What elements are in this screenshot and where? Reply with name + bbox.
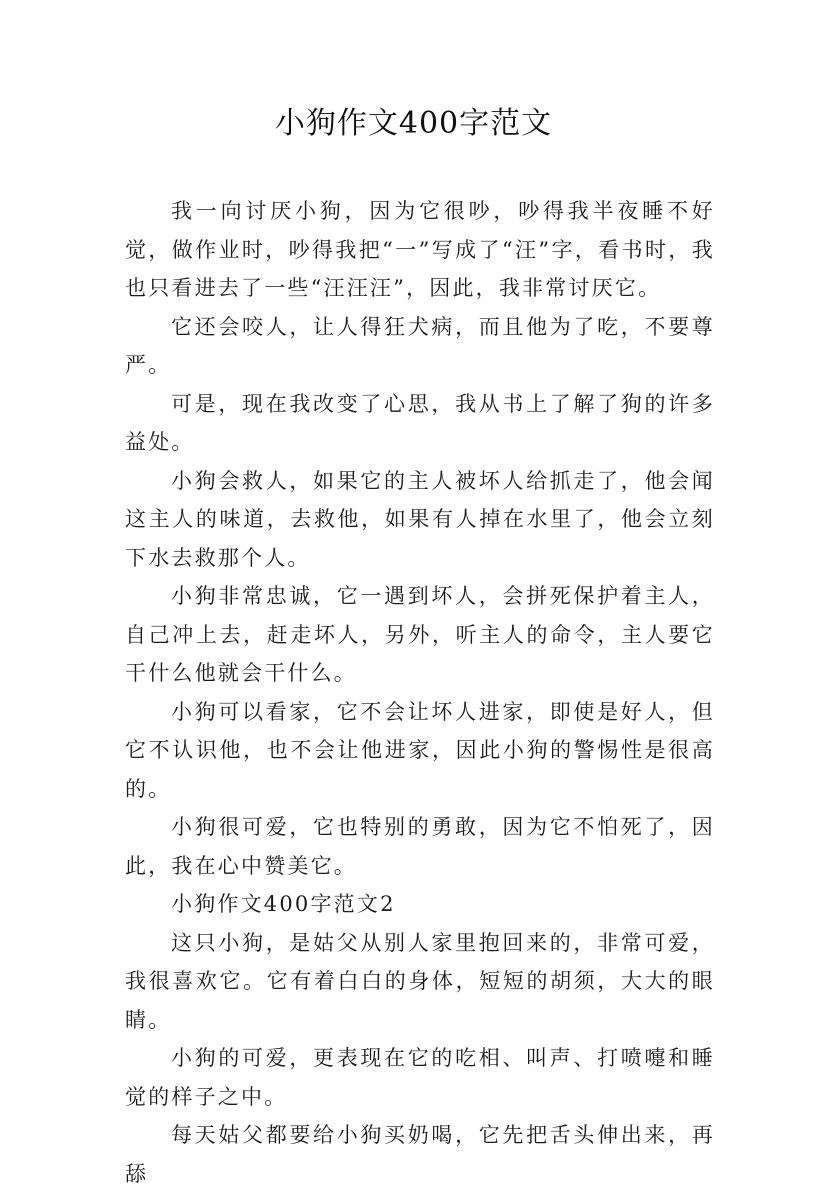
paragraph: 小狗很可爱，它也特别的勇敢，因为它不怕死了，因此，我在心中赞美它。 [125,815,715,878]
paragraph: 小狗的可爱，更表现在它的吃相、叫声、打喷嚏和睡觉的样子之中。 [125,1046,715,1109]
section-heading: 小狗作文400字范文2 [171,892,396,916]
document-title: 小狗作文400字范文 [274,106,553,141]
paragraph: 小狗可以看家，它不会让坏人进家，即使是好人，但它不认识他，也不会让他进家，因此小狗的警惕性是很高的。 [125,699,715,801]
document-body [125,192,715,1193]
paragraph: 可是，现在我改变了心思，我从书上了解了狗的许多益处。 [125,391,715,454]
paragraph: 它还会咬人，让人得狂犬病，而且他为了吃，不要尊严。 [125,314,715,377]
paragraph: 我一向讨厌小狗，因为它很吵，吵得我半夜睡不好觉，做作业时，吵得我把“一”写成了“汪”字，看书时，我也只看进去了一些“汪汪汪”，因此，我非常讨厌它。 [125,199,715,300]
paragraph: 这只小狗，是姑父从别人家里抱回来的，非常可爱，我很喜欢它。它有着白白的身体，短短的胡须，大大的眼睛。 [125,930,715,1032]
paragraph: 小狗非常忠诚，它一遇到坏人，会拼死保护着主人，自己冲上去，赶走坏人，另外，听主人的命令，主人要它干什么他就会干什么。 [125,584,715,685]
paragraph: 每天姑父都要给小狗买奶喝，它先把舌头伸出来，再舔 [125,1123,715,1186]
paragraph: 小狗会救人，如果它的主人被坏人给抓走了，他会闻这主人的味道，去救他，如果有人掉在水里了，他会立刻下水去救那个人。 [125,468,715,570]
